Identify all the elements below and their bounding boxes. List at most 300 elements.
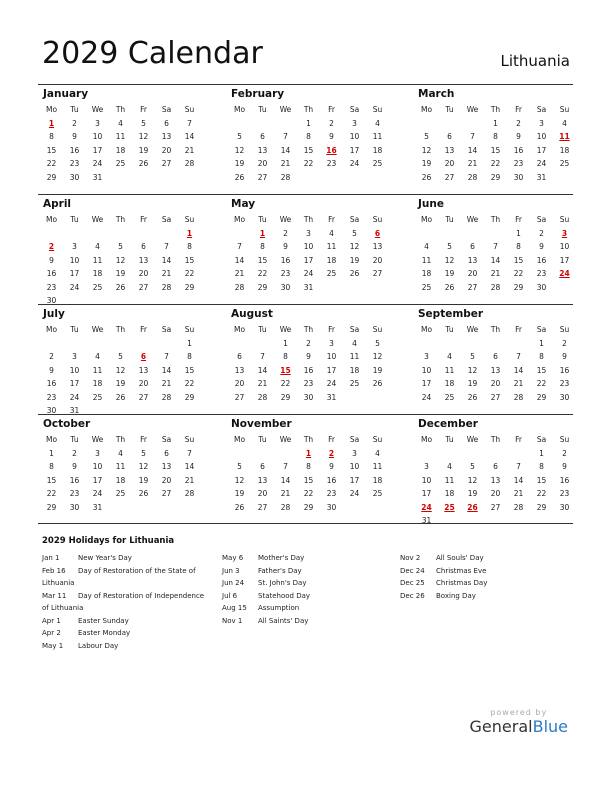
day-cell: 31 <box>69 406 80 415</box>
day-cell: 9 <box>306 352 311 361</box>
weekday-header: Th <box>115 325 126 334</box>
month-days-grid <box>40 433 198 514</box>
holiday-row <box>400 565 575 578</box>
weekday-header: We <box>466 105 479 114</box>
day-cell: 7 <box>516 352 521 361</box>
weekday-header: We <box>91 325 104 334</box>
holiday-row <box>222 602 397 615</box>
day-cell: 18 <box>92 269 103 278</box>
day-cell: 18 <box>372 475 383 485</box>
weekday-header: Fr <box>515 215 522 224</box>
day-cell: 7 <box>283 462 288 471</box>
holiday-date: Nov 2 <box>400 554 421 562</box>
weekday-header: Th <box>490 105 501 114</box>
day-cell: 18 <box>421 269 432 278</box>
day-cell: 10 <box>92 132 103 141</box>
day-cell: 2 <box>329 118 334 128</box>
holiday-date: Dec 25 <box>400 579 425 587</box>
weekday-header: Mo <box>233 105 246 114</box>
day-cell: 2 <box>562 448 567 458</box>
day-cell: 8 <box>283 352 288 361</box>
weekday-header: Tu <box>70 325 79 334</box>
day-cell: 8 <box>260 242 265 251</box>
day-cell: 25 <box>92 282 103 292</box>
day-cell: 13 <box>234 365 245 375</box>
day-cell: 2 <box>562 338 567 348</box>
empty-cell <box>155 227 178 241</box>
day-cell: 6 <box>493 352 498 361</box>
day-cell: 10 <box>421 365 432 375</box>
day-cell: 17 <box>69 269 80 278</box>
holiday-name: Labour Day <box>78 641 119 650</box>
empty-cell <box>415 227 438 241</box>
day-cell: 10 <box>69 365 80 375</box>
day-cell: 23 <box>280 269 291 278</box>
weekday-header: Fr <box>140 435 147 444</box>
holiday-row <box>222 590 397 603</box>
month-block <box>40 307 198 418</box>
month-block <box>40 87 198 184</box>
day-cell: 7 <box>516 462 521 471</box>
empty-cell <box>132 227 155 241</box>
empty-cell <box>63 337 86 351</box>
empty-cell <box>438 227 461 241</box>
day-cell: 17 <box>559 255 570 265</box>
weekday-header: Sa <box>349 105 360 114</box>
holiday-day-cell: 16 <box>326 145 337 155</box>
day-cell: 21 <box>490 269 501 278</box>
day-cell: 12 <box>372 352 383 361</box>
day-cell: 22 <box>257 269 268 278</box>
day-cell: 7 <box>187 118 192 128</box>
holiday-row <box>222 552 397 565</box>
day-cell: 22 <box>536 489 547 498</box>
day-cell: 15 <box>303 475 314 485</box>
day-cell: 26 <box>138 489 149 498</box>
holiday-date: Dec 26 <box>400 591 425 600</box>
weekday-header: We <box>279 215 292 224</box>
day-cell: 19 <box>115 269 126 278</box>
day-cell: 4 <box>118 448 123 458</box>
holiday-row <box>42 552 217 565</box>
weekday-header: Mo <box>420 435 433 444</box>
month-name: March <box>418 88 455 100</box>
day-cell: 31 <box>421 516 432 525</box>
day-cell: 12 <box>421 145 432 155</box>
weekday-header: Mo <box>45 435 58 444</box>
weekday-header: Su <box>372 435 383 444</box>
holiday-name: Day of Restoration of Independence <box>78 591 205 600</box>
holiday-name: Easter Sunday <box>78 616 129 625</box>
day-cell: 8 <box>539 352 544 361</box>
day-cell: 14 <box>257 365 268 375</box>
day-cell: 12 <box>467 365 478 375</box>
day-cell: 28 <box>280 502 291 512</box>
holiday-day-cell: 1 <box>259 228 266 238</box>
empty-cell <box>438 117 461 131</box>
day-cell: 4 <box>352 338 357 348</box>
day-cell: 7 <box>283 132 288 141</box>
day-cell: 12 <box>115 365 126 375</box>
brand-name-part2: Blue <box>532 717 568 736</box>
holiday-column <box>222 552 397 627</box>
day-cell: 31 <box>303 282 314 292</box>
day-cell: 23 <box>326 489 337 498</box>
day-cell: 8 <box>306 462 311 471</box>
weekday-header: Fr <box>515 105 522 114</box>
holiday-day-cell: 2 <box>48 242 55 251</box>
weekday-header: We <box>279 105 292 114</box>
empty-cell <box>132 337 155 351</box>
day-cell: 10 <box>92 462 103 471</box>
day-cell: 7 <box>493 242 498 251</box>
day-cell: 16 <box>303 365 314 375</box>
weekday-header: Su <box>372 105 383 114</box>
day-cell: 1 <box>493 118 498 128</box>
day-cell: 9 <box>49 255 54 265</box>
holiday-day-cell: 1 <box>305 448 312 458</box>
month-block <box>228 87 386 184</box>
day-cell: 30 <box>280 282 291 292</box>
weekday-header: Th <box>490 435 501 444</box>
day-cell: 29 <box>46 172 57 182</box>
month-name: August <box>231 308 273 320</box>
empty-cell <box>415 447 438 461</box>
day-cell: 21 <box>513 379 524 388</box>
day-cell: 12 <box>138 462 149 471</box>
day-cell: 15 <box>46 475 57 485</box>
month-days-grid <box>228 433 386 514</box>
weekday-header: We <box>279 435 292 444</box>
day-cell: 13 <box>444 145 455 155</box>
day-cell: 25 <box>444 392 455 402</box>
holiday-day-cell: 1 <box>48 118 55 128</box>
day-cell: 7 <box>164 242 169 251</box>
weekday-header: Su <box>184 435 195 444</box>
day-cell: 21 <box>257 379 268 388</box>
day-cell: 30 <box>69 502 80 512</box>
day-cell: 14 <box>280 475 291 485</box>
day-cell: 10 <box>536 132 547 141</box>
day-cell: 1 <box>187 338 192 348</box>
day-cell: 25 <box>349 379 360 388</box>
day-cell: 9 <box>539 242 544 251</box>
weekday-header: Th <box>303 215 314 224</box>
day-cell: 16 <box>536 255 547 265</box>
holiday-name: Assumption <box>258 604 300 612</box>
weekday-header: Sa <box>349 325 360 334</box>
day-cell: 29 <box>513 282 524 292</box>
day-cell: 4 <box>375 448 380 458</box>
day-cell: 26 <box>421 172 432 182</box>
day-cell: 24 <box>303 269 314 278</box>
day-cell: 9 <box>562 352 567 361</box>
holiday-day-cell: 26 <box>467 502 478 512</box>
month-name: April <box>43 198 72 210</box>
weekday-header: We <box>466 435 479 444</box>
day-cell: 26 <box>234 172 245 182</box>
day-cell: 14 <box>234 255 245 265</box>
day-cell: 9 <box>329 462 334 471</box>
day-cell: 19 <box>349 255 360 265</box>
weekday-header: Su <box>372 325 383 334</box>
day-cell: 15 <box>536 365 547 375</box>
day-cell: 5 <box>352 228 357 238</box>
day-cell: 20 <box>234 379 245 388</box>
month-block <box>415 87 573 184</box>
day-cell: 2 <box>72 448 77 458</box>
day-cell: 2 <box>306 338 311 348</box>
day-cell: 19 <box>372 365 383 375</box>
weekday-header: Fr <box>515 325 522 334</box>
weekday-header: Fr <box>328 435 335 444</box>
day-cell: 28 <box>467 172 478 182</box>
day-cell: 14 <box>184 462 195 471</box>
day-cell: 21 <box>280 159 291 168</box>
weekday-header: Fr <box>328 325 335 334</box>
day-cell: 19 <box>115 379 126 388</box>
day-cell: 20 <box>161 475 172 485</box>
day-cell: 27 <box>138 282 149 292</box>
day-cell: 11 <box>372 132 383 141</box>
day-cell: 28 <box>161 392 172 402</box>
day-cell: 24 <box>349 159 360 168</box>
day-cell: 26 <box>115 282 126 292</box>
day-cell: 20 <box>257 159 268 168</box>
day-cell: 31 <box>326 392 337 402</box>
day-cell: 24 <box>92 159 103 168</box>
day-cell: 21 <box>280 489 291 498</box>
day-cell: 1 <box>539 448 544 458</box>
weekday-header: Tu <box>445 215 454 224</box>
day-cell: 29 <box>184 282 195 292</box>
day-cell: 18 <box>349 365 360 375</box>
day-cell: 28 <box>161 282 172 292</box>
month-days-grid <box>228 103 386 184</box>
day-cell: 14 <box>184 132 195 141</box>
day-cell: 7 <box>187 448 192 458</box>
day-cell: 25 <box>92 392 103 402</box>
month-days-grid <box>415 213 573 294</box>
month-name: July <box>43 308 65 320</box>
weekday-header: Th <box>303 105 314 114</box>
day-cell: 18 <box>559 145 570 155</box>
day-cell: 27 <box>257 172 268 182</box>
day-cell: 20 <box>444 159 455 168</box>
day-cell: 22 <box>46 159 57 168</box>
day-cell: 11 <box>326 242 337 251</box>
day-cell: 30 <box>303 392 314 402</box>
day-cell: 25 <box>372 159 383 168</box>
day-cell: 8 <box>516 242 521 251</box>
day-cell: 23 <box>69 159 80 168</box>
day-cell: 26 <box>467 392 478 402</box>
day-cell: 4 <box>447 352 452 361</box>
day-cell: 22 <box>536 379 547 388</box>
country-name: Lithuania <box>500 52 570 70</box>
day-cell: 28 <box>513 502 524 512</box>
holiday-row <box>42 577 217 590</box>
weekday-header: Sa <box>161 325 172 334</box>
day-cell: 6 <box>260 132 265 141</box>
day-cell: 26 <box>234 502 245 512</box>
holiday-list-section <box>42 536 582 650</box>
day-cell: 13 <box>490 365 501 375</box>
month-block <box>40 417 198 514</box>
holiday-date: Aug 15 <box>222 604 247 612</box>
day-cell: 16 <box>559 365 570 375</box>
day-cell: 27 <box>490 392 501 402</box>
day-cell: 26 <box>444 282 455 292</box>
day-cell: 23 <box>513 159 524 168</box>
weekday-header: Sa <box>349 435 360 444</box>
month-name: February <box>231 88 285 100</box>
day-cell: 21 <box>513 489 524 498</box>
holiday-row <box>42 590 217 603</box>
day-cell: 10 <box>326 352 337 361</box>
holiday-list-title: 2029 Holidays for Lithuania <box>42 536 175 546</box>
day-cell: 30 <box>46 296 57 305</box>
day-cell: 26 <box>115 392 126 402</box>
day-cell: 17 <box>92 475 103 485</box>
holiday-date: Jun 3 <box>222 566 240 575</box>
holiday-day-cell: 6 <box>374 228 381 238</box>
day-cell: 25 <box>326 269 337 278</box>
day-cell: 3 <box>72 242 77 251</box>
weekday-header: Tu <box>70 435 79 444</box>
empty-cell <box>86 227 109 241</box>
day-cell: 22 <box>303 159 314 168</box>
empty-cell <box>40 337 63 351</box>
day-cell: 26 <box>349 269 360 278</box>
day-cell: 19 <box>234 489 245 498</box>
weekday-header: Fr <box>328 215 335 224</box>
day-cell: 22 <box>184 269 195 278</box>
empty-cell <box>461 227 484 241</box>
holiday-row <box>222 615 397 628</box>
day-cell: 3 <box>424 352 429 361</box>
day-cell: 16 <box>69 475 80 485</box>
day-cell: 16 <box>559 475 570 485</box>
empty-cell <box>484 447 507 461</box>
day-cell: 8 <box>49 132 54 141</box>
day-cell: 28 <box>184 159 195 168</box>
day-cell: 14 <box>280 145 291 155</box>
weekday-header: Fr <box>328 105 335 114</box>
day-cell: 11 <box>115 462 126 471</box>
day-cell: 30 <box>46 406 57 415</box>
weekday-header: Fr <box>140 325 147 334</box>
empty-cell <box>415 337 438 351</box>
month-block <box>415 307 573 404</box>
day-cell: 11 <box>372 462 383 471</box>
day-cell: 12 <box>467 475 478 485</box>
month-days-grid <box>40 213 198 308</box>
day-cell: 8 <box>49 462 54 471</box>
day-cell: 11 <box>92 365 103 375</box>
weekday-header: Th <box>490 215 501 224</box>
day-cell: 6 <box>237 352 242 361</box>
holiday-row <box>42 602 217 615</box>
section-divider <box>38 194 573 195</box>
day-cell: 12 <box>444 255 455 265</box>
day-cell: 30 <box>559 502 570 512</box>
month-name: June <box>418 198 444 210</box>
day-cell: 9 <box>283 242 288 251</box>
day-cell: 1 <box>516 228 521 238</box>
weekday-header: Mo <box>420 215 433 224</box>
day-cell: 20 <box>490 489 501 498</box>
day-cell: 29 <box>303 502 314 512</box>
month-name: May <box>231 198 256 210</box>
month-days-grid <box>228 213 386 294</box>
powered-by-text: powered by <box>490 708 548 717</box>
day-cell: 6 <box>141 242 146 251</box>
day-cell: 24 <box>326 379 337 388</box>
holiday-date: Jul 6 <box>222 591 238 600</box>
weekday-header: Su <box>559 215 570 224</box>
holiday-name: Day of Restoration of the State of <box>78 566 196 575</box>
weekday-header: Su <box>184 325 195 334</box>
weekday-header: Sa <box>536 105 547 114</box>
holiday-row <box>42 640 217 653</box>
day-cell: 1 <box>306 118 311 128</box>
holiday-name: of Lithuania <box>42 604 84 612</box>
day-cell: 29 <box>536 502 547 512</box>
empty-cell <box>507 337 530 351</box>
weekday-header: Th <box>303 325 314 334</box>
day-cell: 25 <box>421 282 432 292</box>
day-cell: 24 <box>92 489 103 498</box>
day-cell: 11 <box>115 132 126 141</box>
day-cell: 7 <box>164 352 169 361</box>
day-cell: 8 <box>539 462 544 471</box>
day-cell: 14 <box>490 255 501 265</box>
month-block <box>228 197 386 294</box>
day-cell: 21 <box>161 269 172 278</box>
brand-name-part1: General <box>469 717 533 736</box>
day-cell: 18 <box>444 379 455 388</box>
weekday-header: We <box>91 105 104 114</box>
month-days-grid <box>40 103 198 184</box>
day-cell: 18 <box>444 489 455 498</box>
day-cell: 3 <box>95 448 100 458</box>
day-cell: 15 <box>184 255 195 265</box>
day-cell: 15 <box>536 475 547 485</box>
day-cell: 12 <box>234 145 245 155</box>
day-cell: 3 <box>352 118 357 128</box>
day-cell: 21 <box>184 475 195 485</box>
weekday-header: Tu <box>258 435 267 444</box>
weekday-header: Su <box>372 215 383 224</box>
day-cell: 2 <box>516 118 521 128</box>
holiday-name: Christmas Eve <box>436 566 487 575</box>
holiday-column <box>400 552 575 602</box>
day-cell: 17 <box>92 145 103 155</box>
day-cell: 11 <box>349 352 360 361</box>
weekday-header: We <box>91 215 104 224</box>
day-cell: 1 <box>539 338 544 348</box>
weekday-header: We <box>466 215 479 224</box>
day-cell: 22 <box>303 489 314 498</box>
day-cell: 4 <box>329 228 334 238</box>
weekday-header: Sa <box>161 435 172 444</box>
day-cell: 7 <box>470 132 475 141</box>
day-cell: 19 <box>138 475 149 485</box>
month-name: January <box>43 88 89 100</box>
empty-cell <box>461 117 484 131</box>
day-cell: 2 <box>49 352 54 361</box>
